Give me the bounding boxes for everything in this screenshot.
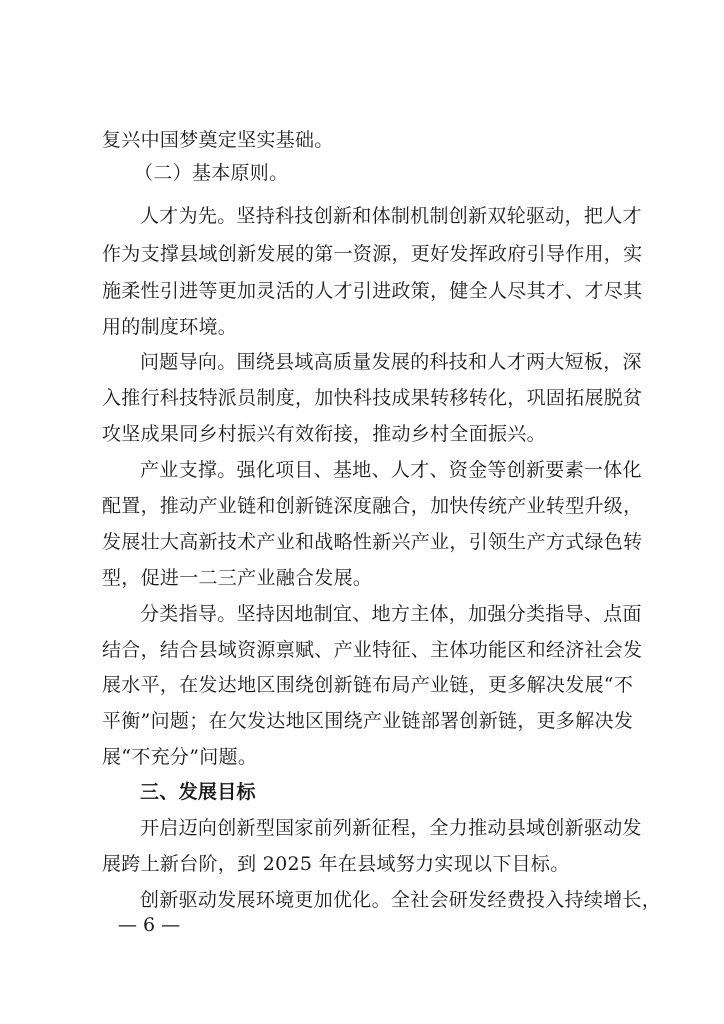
section-subheading: （二）基本原则。 xyxy=(134,162,289,184)
text-line: 攻坚成果同乡村振兴有效衔接，推动乡村全面振兴。 xyxy=(102,423,546,445)
text-line: 问题导向。围绕县域高质量发展的科技和人才两大短板，深 xyxy=(140,351,642,373)
text-line: 施柔性引进等更加灵活的人才引进政策，健全人尽其才、才尽其 xyxy=(102,280,643,302)
text-line: 展跨上新台阶，到 2025 年在县域努力实现以下目标。 xyxy=(102,853,570,875)
text-line: 开启迈向创新型国家前列新征程，全力推动县域创新驱动发 xyxy=(140,817,642,839)
text-line: 展“不充分”问题。 xyxy=(102,746,258,768)
text-line: 入推行科技特派员制度，加快科技成果转移转化，巩固拓展脱贫 xyxy=(102,387,643,409)
text-line: 配置，推动产业链和创新链深度融合，加快传统产业转型升级， xyxy=(102,495,643,517)
page-number: — 6 — xyxy=(118,914,181,936)
text-line: 作为支撑县域创新发展的第一资源，更好发挥政府引导作用，实 xyxy=(102,243,643,265)
text-line: 展水平，在发达地区围绕创新链布局产业链，更多解决发展“不 xyxy=(102,674,634,696)
text-line: 创新驱动发展环境更加优化。全社会研发经费投入持续增长， xyxy=(140,889,662,911)
text-line: 平衡”问题；在欠发达地区围绕产业链部署创新链，更多解决发 xyxy=(102,710,634,732)
text-line: 复兴中国梦奠定坚实基础。 xyxy=(102,129,334,151)
text-line: 分类指导。坚持因地制宜、地方主体，加强分类指导、点面 xyxy=(140,603,642,625)
text-line: 用的制度环境。 xyxy=(102,316,238,338)
text-line: 人才为先。坚持科技创新和体制机制创新双轮驱动，把人才 xyxy=(140,205,642,227)
text-line: 发展壮大高新技术产业和战略性新兴产业，引领生产方式绿色转 xyxy=(102,531,643,553)
text-line: 结合，结合县域资源禀赋、产业特征、主体功能区和经济社会发 xyxy=(102,639,643,661)
text-line: 型，促进一二三产业融合发展。 xyxy=(102,567,373,589)
text-line: 产业支撑。强化项目、基地、人才、资金等创新要素一体化 xyxy=(140,459,642,481)
section-heading: 三、发展目标 xyxy=(140,781,256,803)
